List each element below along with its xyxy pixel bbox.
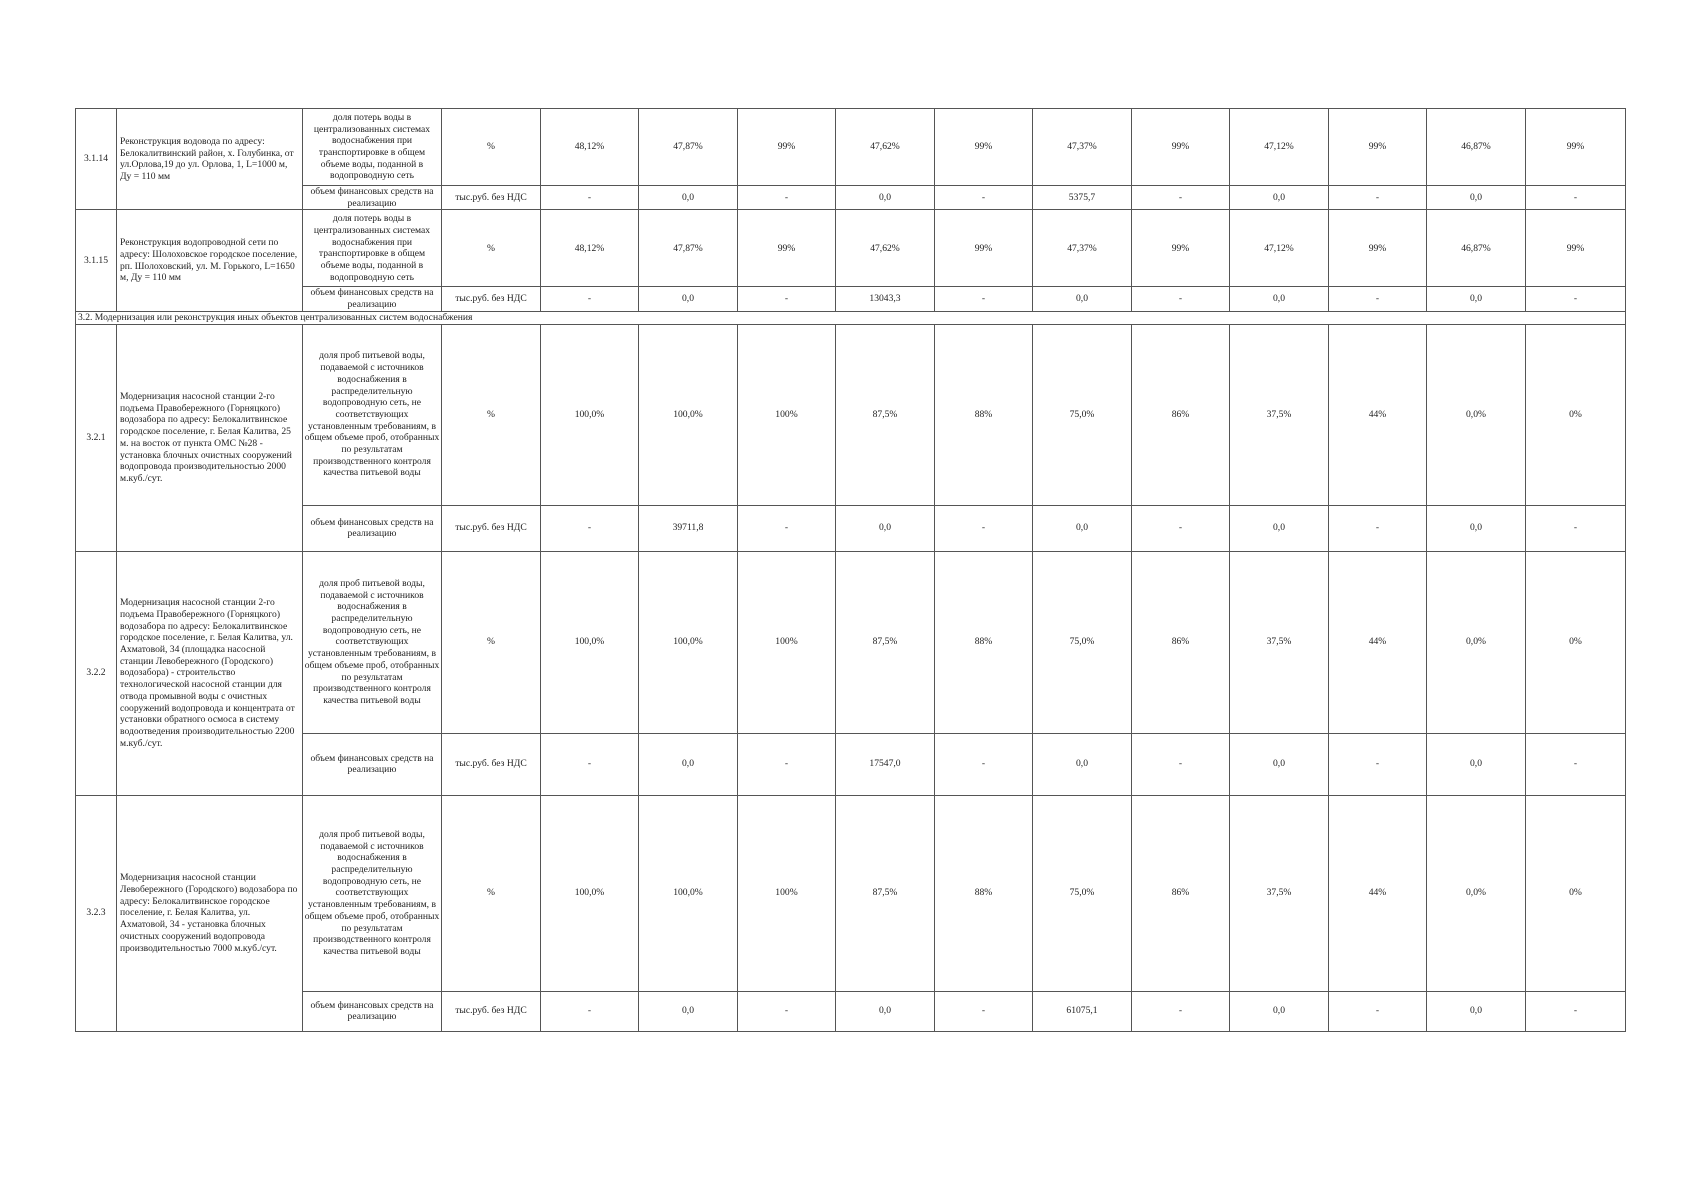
value-cell: 0,0% xyxy=(1427,795,1526,991)
value-cell: 0,0 xyxy=(836,186,935,210)
value-cell: - xyxy=(738,505,836,551)
value-cell: 100,0% xyxy=(639,324,738,505)
indicator-unit: тыс.руб. без НДС xyxy=(442,991,541,1031)
value-cell: - xyxy=(935,186,1033,210)
value-cell: - xyxy=(1329,287,1427,311)
value-cell: 99% xyxy=(935,109,1033,186)
value-cell: 100,0% xyxy=(541,795,639,991)
indicator-unit: % xyxy=(442,324,541,505)
value-cell: 0,0 xyxy=(639,186,738,210)
value-cell: 37,5% xyxy=(1230,795,1329,991)
indicator-unit: тыс.руб. без НДС xyxy=(442,287,541,311)
value-cell: 99% xyxy=(1329,210,1427,287)
table-row xyxy=(76,733,1626,795)
value-cell: - xyxy=(541,733,639,795)
value-cell: 99% xyxy=(738,109,836,186)
value-cell: - xyxy=(1526,186,1626,210)
value-cell: 46,87% xyxy=(1427,109,1526,186)
value-cell: 99% xyxy=(1526,210,1626,287)
value-cell: 0,0 xyxy=(639,991,738,1031)
value-cell: 0,0 xyxy=(1427,186,1526,210)
value-cell: 37,5% xyxy=(1230,551,1329,733)
value-cell: - xyxy=(1329,991,1427,1031)
value-cell: 100% xyxy=(738,324,836,505)
value-cell: - xyxy=(1329,186,1427,210)
value-cell: 87,5% xyxy=(836,324,935,505)
value-cell: - xyxy=(1132,186,1230,210)
value-cell: 75,0% xyxy=(1033,795,1132,991)
value-cell: 37,5% xyxy=(1230,324,1329,505)
value-cell: 99% xyxy=(935,210,1033,287)
value-cell: 88% xyxy=(935,551,1033,733)
value-cell: - xyxy=(738,733,836,795)
value-cell: 0,0 xyxy=(639,733,738,795)
value-cell: 0,0 xyxy=(1230,186,1329,210)
value-cell: 100% xyxy=(738,551,836,733)
value-cell: - xyxy=(1132,287,1230,311)
value-cell: 44% xyxy=(1329,795,1427,991)
item-description: Реконструкция водовода по адресу: Белокалитвинский район, х. Голубинка, от ул.Орлова,19 до ул. Орлова, 1, L=1000 м, Ду = 110 мм xyxy=(117,109,303,210)
value-cell: - xyxy=(1329,505,1427,551)
section-row xyxy=(76,311,1626,324)
value-cell: 5375,7 xyxy=(1033,186,1132,210)
value-cell: - xyxy=(935,505,1033,551)
value-cell: 88% xyxy=(935,324,1033,505)
value-cell: - xyxy=(738,186,836,210)
value-cell: 0,0% xyxy=(1427,324,1526,505)
value-cell: 61075,1 xyxy=(1033,991,1132,1031)
value-cell: 0,0 xyxy=(1427,733,1526,795)
section-title: 3.2. Модернизация или реконструкция иных объектов централизованных систем водоснабжения xyxy=(76,311,1626,324)
indicator-unit: тыс.руб. без НДС xyxy=(442,505,541,551)
value-cell: 47,62% xyxy=(836,109,935,186)
indicator-name: доля потерь воды в централизованных системах водоснабжения при транспортировке в общем объеме воды, поданной в водопроводную сеть xyxy=(303,210,442,287)
value-cell: 48,12% xyxy=(541,210,639,287)
indicator-name: объем финансовых средств на реализацию xyxy=(303,733,442,795)
indicator-name: доля проб питьевой воды, подаваемой с источников водоснабжения в распределительную водопроводную сеть, не соответствующих установленным требованиям, в общем объеме проб, отобранных по результатам производственного контроля качества питьевой воды xyxy=(303,324,442,505)
value-cell: 88% xyxy=(935,795,1033,991)
value-cell: - xyxy=(1132,991,1230,1031)
item-description: Модернизация насосной станции 2-го подъема Правобережного (Горняцкого) водозабора по адресу: Белокалитвинское городское поселение, г. Белая Калитва, 25 м. на восток от пункта ОМС №28 - установка блочных очистных сооружений водопровода производительностью 2000 м.куб./сут. xyxy=(117,324,303,551)
item-code: 3.2.2 xyxy=(76,551,117,795)
indicator-name: объем финансовых средств на реализацию xyxy=(303,287,442,311)
item-code: 3.1.15 xyxy=(76,210,117,311)
table-row xyxy=(76,109,1626,186)
value-cell: 100% xyxy=(738,795,836,991)
indicator-name: доля проб питьевой воды, подаваемой с источников водоснабжения в распределительную водопроводную сеть, не соответствующих установленным требованиям, в общем объеме проб, отобранных по результатам производственного контроля качества питьевой воды xyxy=(303,551,442,733)
indicator-name: доля потерь воды в централизованных системах водоснабжения при транспортировке в общем объеме воды, поданной в водопроводную сеть xyxy=(303,109,442,186)
value-cell: 0% xyxy=(1526,795,1626,991)
value-cell: 99% xyxy=(1526,109,1626,186)
value-cell: - xyxy=(1132,733,1230,795)
measures-table xyxy=(75,108,1626,1032)
value-cell: - xyxy=(1526,287,1626,311)
value-cell: 99% xyxy=(1132,210,1230,287)
indicator-unit: тыс.руб. без НДС xyxy=(442,186,541,210)
value-cell: 47,87% xyxy=(639,210,738,287)
value-cell: 47,12% xyxy=(1230,109,1329,186)
value-cell: 47,37% xyxy=(1033,210,1132,287)
value-cell: - xyxy=(935,733,1033,795)
value-cell: 100,0% xyxy=(639,795,738,991)
table-row xyxy=(76,186,1626,210)
value-cell: 75,0% xyxy=(1033,324,1132,505)
value-cell: 0,0 xyxy=(1230,991,1329,1031)
value-cell: 100,0% xyxy=(541,324,639,505)
indicator-unit: % xyxy=(442,210,541,287)
value-cell: 86% xyxy=(1132,551,1230,733)
value-cell: 86% xyxy=(1132,795,1230,991)
table-row xyxy=(76,551,1626,733)
value-cell: 87,5% xyxy=(836,551,935,733)
value-cell: - xyxy=(1526,733,1626,795)
value-cell: - xyxy=(541,505,639,551)
table-row xyxy=(76,210,1626,287)
value-cell: - xyxy=(541,287,639,311)
table-row xyxy=(76,991,1626,1031)
item-code: 3.1.14 xyxy=(76,109,117,210)
value-cell: 99% xyxy=(1329,109,1427,186)
value-cell: - xyxy=(1526,991,1626,1031)
indicator-name: объем финансовых средств на реализацию xyxy=(303,505,442,551)
value-cell: 0,0 xyxy=(1033,733,1132,795)
indicator-name: доля проб питьевой воды, подаваемой с источников водоснабжения в распределительную водопроводную сеть, не соответствующих установленным требованиям, в общем объеме проб, отобранных по результатам производственного контроля качества питьевой воды xyxy=(303,795,442,991)
table-row xyxy=(76,287,1626,311)
value-cell: 99% xyxy=(738,210,836,287)
value-cell: 100,0% xyxy=(639,551,738,733)
value-cell: - xyxy=(935,991,1033,1031)
value-cell: 0,0 xyxy=(1230,505,1329,551)
value-cell: 0,0 xyxy=(1033,505,1132,551)
value-cell: 44% xyxy=(1329,324,1427,505)
table-body xyxy=(76,109,1626,1032)
item-code: 3.2.1 xyxy=(76,324,117,551)
value-cell: 47,12% xyxy=(1230,210,1329,287)
indicator-unit: % xyxy=(442,795,541,991)
value-cell: 86% xyxy=(1132,324,1230,505)
item-description: Модернизация насосной станции 2-го подъема Правобережного (Горняцкого) водозабора по адресу: Белокалитвинское городское поселение, г. Белая Калитва, ул. Ахматовой, 34 (площадка насосной станции Левобережного (Городского) водозабора) - строительство технологической насосной станции для отвода промывной воды с очистных сооружений водопровода и концентрата от установки обратного осмоса в систему водоотведения производительностью 2200 м.куб./сут. xyxy=(117,551,303,795)
value-cell: 0,0 xyxy=(1427,505,1526,551)
value-cell: 0,0 xyxy=(1427,991,1526,1031)
value-cell: - xyxy=(1329,733,1427,795)
item-code: 3.2.3 xyxy=(76,795,117,1031)
value-cell: 0% xyxy=(1526,551,1626,733)
indicator-name: объем финансовых средств на реализацию xyxy=(303,991,442,1031)
value-cell: 0,0% xyxy=(1427,551,1526,733)
table-row xyxy=(76,324,1626,505)
value-cell: 13043,3 xyxy=(836,287,935,311)
indicator-name: объем финансовых средств на реализацию xyxy=(303,186,442,210)
value-cell: 99% xyxy=(1132,109,1230,186)
indicator-unit: % xyxy=(442,109,541,186)
value-cell: 0% xyxy=(1526,324,1626,505)
table-row xyxy=(76,795,1626,991)
value-cell: 87,5% xyxy=(836,795,935,991)
value-cell: 0,0 xyxy=(1230,287,1329,311)
value-cell: 47,62% xyxy=(836,210,935,287)
value-cell: 0,0 xyxy=(836,505,935,551)
value-cell: 44% xyxy=(1329,551,1427,733)
value-cell: 46,87% xyxy=(1427,210,1526,287)
value-cell: 0,0 xyxy=(836,991,935,1031)
value-cell: 39711,8 xyxy=(639,505,738,551)
item-description: Модернизация насосной станции Левобережного (Городского) водозабора по адресу: Белокалитвинское городское поселение, г. Белая Калитва, ул. Ахматовой, 34 - установка блочных очистных сооружений водопровода производительностью 7000 м.куб./сут. xyxy=(117,795,303,1031)
indicator-unit: тыс.руб. без НДС xyxy=(442,733,541,795)
value-cell: - xyxy=(541,991,639,1031)
value-cell: 17547,0 xyxy=(836,733,935,795)
value-cell: 75,0% xyxy=(1033,551,1132,733)
value-cell: 100,0% xyxy=(541,551,639,733)
value-cell: - xyxy=(541,186,639,210)
value-cell: - xyxy=(738,991,836,1031)
table-row xyxy=(76,505,1626,551)
value-cell: - xyxy=(935,287,1033,311)
value-cell: 0,0 xyxy=(1230,733,1329,795)
value-cell: 47,37% xyxy=(1033,109,1132,186)
value-cell: - xyxy=(1526,505,1626,551)
value-cell: 0,0 xyxy=(1033,287,1132,311)
value-cell: - xyxy=(738,287,836,311)
value-cell: - xyxy=(1132,505,1230,551)
value-cell: 0,0 xyxy=(1427,287,1526,311)
item-description: Реконструкция водопроводной сети по адресу: Шолоховское городское поселение, рп. Шолоховский, ул. М. Горького, L=1650 м, Ду = 110 мм xyxy=(117,210,303,311)
value-cell: 47,87% xyxy=(639,109,738,186)
value-cell: 48,12% xyxy=(541,109,639,186)
indicator-unit: % xyxy=(442,551,541,733)
value-cell: 0,0 xyxy=(639,287,738,311)
